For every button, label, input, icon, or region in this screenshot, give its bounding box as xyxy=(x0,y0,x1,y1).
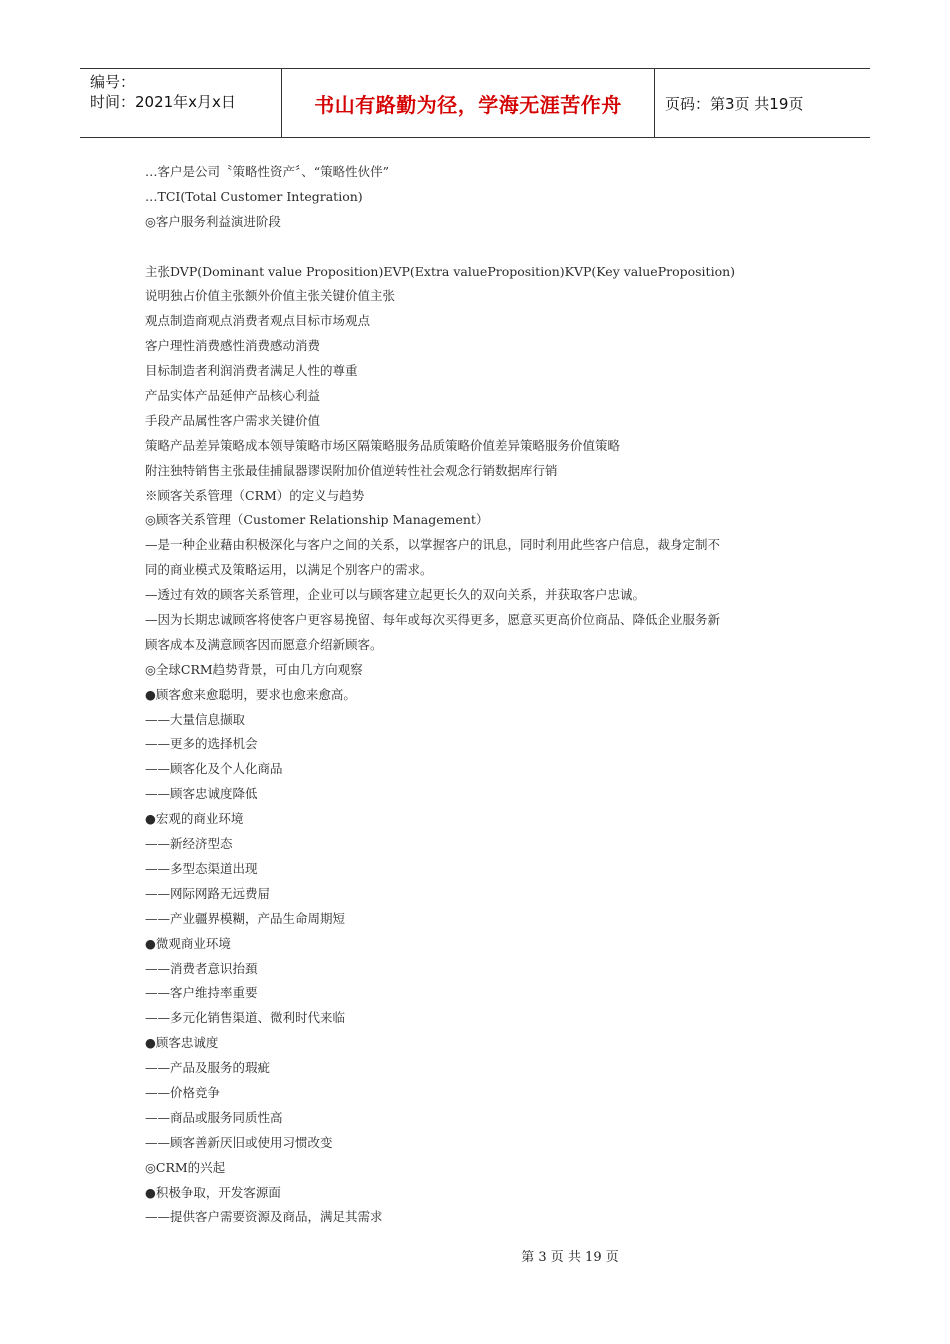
motto-text: 书山有路勤为径，学海无涯苦作舟 xyxy=(314,92,622,117)
text-line: ●微观商业环境 xyxy=(145,935,231,951)
text-line: ——顾客忠诚度降低 xyxy=(145,786,258,802)
text-line: 目标制造者利润消费者满足人性的尊重 xyxy=(145,363,358,379)
text-line: ——产业疆界模糊，产品生命周期短 xyxy=(145,910,346,926)
text-line: ◎全球CRM趋势背景，可由几方向观察 xyxy=(145,661,363,677)
text-line: ◎CRM的兴起 xyxy=(145,1159,226,1175)
text-line: —是一种企业藉由积极深化与客户之间的关系，以掌握客户的讯息，同时利用此些客户信息，裁身定制不 xyxy=(145,537,721,553)
text-line: ——网际网路无远费屇 xyxy=(145,885,271,901)
text-line: ◎顾客关系管理（Customer Relationship Management） xyxy=(145,512,489,528)
text-line: 主张DVP(Dominant value Proposition)EVP(Extra valueProposition)KVP(Key valueProposition) xyxy=(145,263,736,279)
text-line: ——顾客化及个人化商品 xyxy=(145,761,283,777)
text-line: ——商品或服务同质性高 xyxy=(145,1109,283,1125)
text-line: ——价格竞争 xyxy=(145,1084,221,1100)
header-page-info xyxy=(655,69,870,137)
text-line: ※顾客关系管理（CRM）的定义与趋势 xyxy=(145,487,365,503)
blank-line xyxy=(145,235,810,260)
header-motto-cell xyxy=(282,69,655,137)
document-body xyxy=(145,160,810,1230)
text-line: —因为长期忠诚顾客将使客户更容易挽留、每年或每次买得更多，愿意买更高价位商品、降低企业服务新 xyxy=(145,612,721,628)
text-line: 产品实体产品延伸产品核心利益 xyxy=(145,388,321,404)
text-line: 顾客成本及满意顾客因而愿意介绍新顾客。 xyxy=(145,636,383,652)
text-line: 说明独占价值主张额外价值主张关键价值主张 xyxy=(145,288,396,304)
text-line: ●积极争取，开发客源面 xyxy=(145,1184,281,1200)
text-line: 手段产品属性客户需求关键价值 xyxy=(145,412,321,428)
text-line: ——多元化销售渠道、微利时代来临 xyxy=(145,1010,346,1026)
text-line: ——产品及服务的瑕疵 xyxy=(145,1060,271,1076)
footer-page-number: 第 3 页 共 19 页 xyxy=(521,1250,619,1265)
text-line: —透过有效的顾客关系管理，企业可以与顾客建立起更长久的双向关系，并获取客户忠诚。 xyxy=(145,587,646,603)
text-line: ——顾客善新厌旧或使用习惯改变 xyxy=(145,1134,333,1150)
text-line: ◎客户服务利益演进阶段 xyxy=(145,213,281,229)
text-line: ——多型态渠道出现 xyxy=(145,860,258,876)
page-header xyxy=(80,68,870,138)
text-line: ——大量信息撷取 xyxy=(145,711,246,727)
text-line: ●顾客愈来愈聪明，要求也愈来愈高。 xyxy=(145,686,356,702)
text-line: 同的商业模式及策略运用，以满足个别客户的需求。 xyxy=(145,562,433,578)
text-line: ●宏观的商业环境 xyxy=(145,811,244,827)
text-line: …TCI(Total Customer Integration) xyxy=(145,188,363,204)
text-line: ——消费者意识抬頚 xyxy=(145,960,258,976)
text-line: ——客户维持率重要 xyxy=(145,985,258,1001)
text-line: ——提供客户需要资源及商品，满足其需求 xyxy=(145,1209,383,1225)
text-line: 策略产品差异策略成本领导策略市场区隔策略服务品质策略价值差异策略服务价值策略 xyxy=(145,437,621,453)
page-footer xyxy=(0,1246,950,1265)
text-line: 客户理性消费感性消费感动消费 xyxy=(145,338,321,354)
text-line: ——新经济型态 xyxy=(145,836,233,852)
text-line: 附注独特销售主张最佳捕鼠器谬误附加价值逆转性社会观念行销数据库行销 xyxy=(145,462,558,478)
time-label: 时间：2021年x月x日 xyxy=(90,93,236,111)
text-line: ●顾客忠诚度 xyxy=(145,1035,219,1051)
text-line: 观点制造商观点消费者观点目标市场观点 xyxy=(145,313,371,329)
page-info-text: 页码：第3页 共19页 xyxy=(665,94,804,113)
header-meta xyxy=(80,69,282,137)
text-line: ——更多的选择机会 xyxy=(145,736,258,752)
number-label: 编号： xyxy=(90,73,136,91)
text-line: …客户是公司〝策略性资产〞、“策略性伙伴” xyxy=(145,164,390,179)
